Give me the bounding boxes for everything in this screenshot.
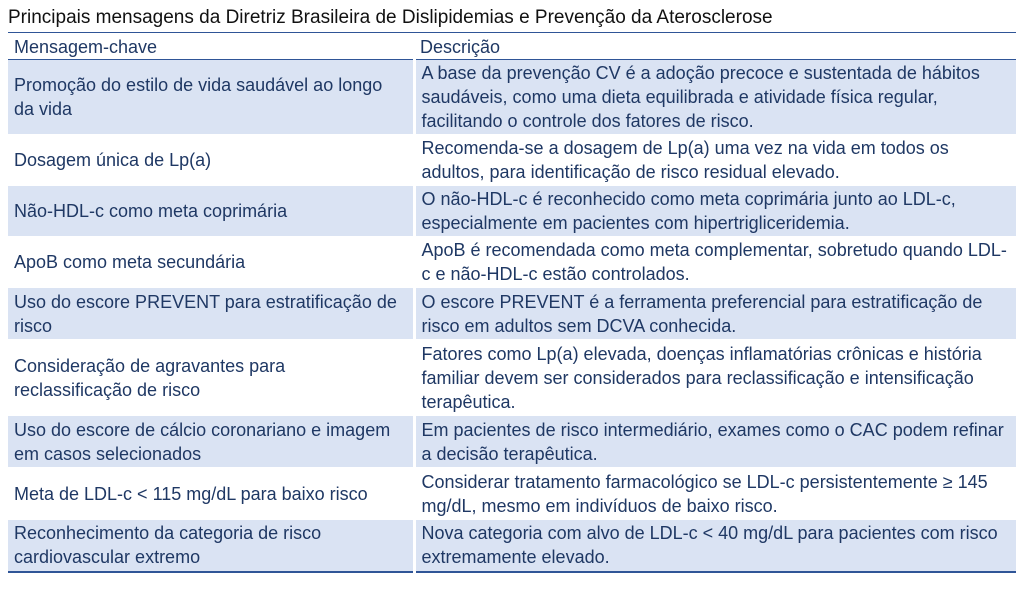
key-message-cell: Consideração de agravantes para reclassificação de risco [8,340,414,416]
key-message-cell: Meta de LDL-c < 115 mg/dL para baixo risco [8,468,414,520]
description-cell: A base da prevenção CV é a adoção precoce e sustentada de hábitos saudáveis, como uma dieta equilibrada e atividade física regular, facilitando o controle dos fatores de risco. [414,60,1016,135]
table-row [8,135,1016,186]
description-cell: Em pacientes de risco intermediário, exames como o CAC podem refinar a decisão terapêutica. [414,416,1016,468]
key-message-cell: Reconhecimento da categoria de risco cardiovascular extremo [8,520,414,572]
key-message-cell: Dosagem única de Lp(a) [8,135,414,186]
description-cell: O não-HDL-c é reconhecido como meta coprimária junto ao LDL-c, especialmente em pacientes com hipertrigliceridemia. [414,186,1016,237]
description-cell: ApoB é recomendada como meta complementar, sobretudo quando LDL-c e não-HDL-c estão controlados. [414,237,1016,288]
description-cell: Considerar tratamento farmacológico se LDL-c persistentemente ≥ 145 mg/dL, mesmo em indivíduos de baixo risco. [414,468,1016,520]
description-cell: Nova categoria com alvo de LDL-c < 40 mg/dL para pacientes com risco extremamente elevado. [414,520,1016,572]
table-row [8,237,1016,288]
description-cell: Recomenda-se a dosagem de Lp(a) uma vez na vida em todos os adultos, para identificação de risco residual elevado. [414,135,1016,186]
table-row [8,60,1016,135]
table-row [8,340,1016,416]
key-message-cell: Uso do escore de cálcio coronariano e imagem em casos selecionados [8,416,414,468]
column-header-key-message: Mensagem-chave [14,37,158,57]
table-row [8,186,1016,237]
key-message-cell: Uso do escore PREVENT para estratificação de risco [8,288,414,340]
key-message-cell: Promoção do estilo de vida saudável ao longo da vida [8,60,414,135]
table-header-row [8,33,1016,60]
key-messages-table [8,32,1016,573]
table-row [8,288,1016,340]
table-row [8,468,1016,520]
table-row [8,520,1016,572]
column-header-description: Descrição [420,37,501,57]
key-message-cell: ApoB como meta secundária [8,237,414,288]
key-message-cell: Não-HDL-c como meta coprimária [8,186,414,237]
table-row [8,416,1016,468]
description-cell: O escore PREVENT é a ferramenta preferencial para estratificação de risco em adultos sem DCVA conhecida. [414,288,1016,340]
table-caption: Principais mensagens da Diretriz Brasileira de Dislipidemias e Prevenção da Aterosclerose [8,7,773,28]
description-cell: Fatores como Lp(a) elevada, doenças inflamatórias crônicas e história familiar devem ser considerados para reclassificação e intensificação terapêutica. [414,340,1016,416]
